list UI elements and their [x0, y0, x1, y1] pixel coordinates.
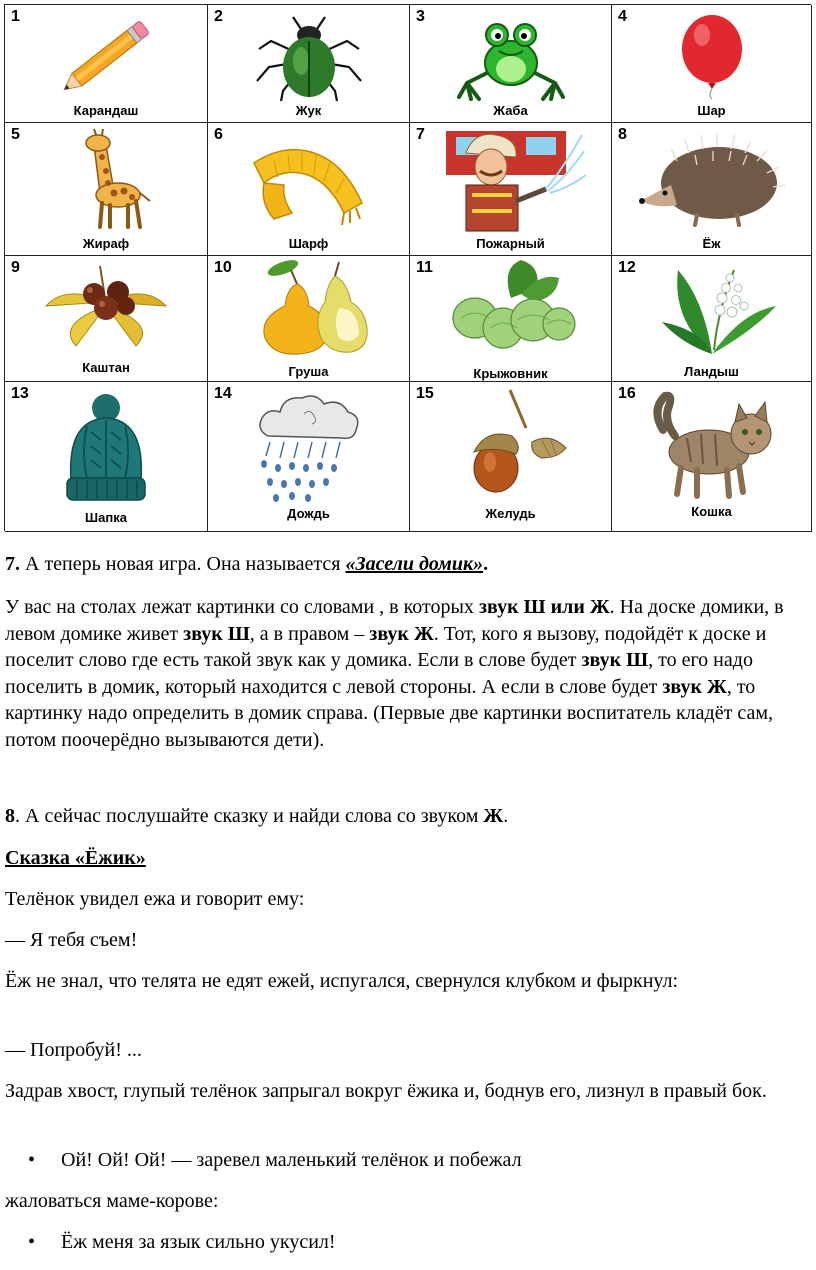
card-label: Шар — [697, 103, 726, 118]
card-label: Пожарный — [476, 236, 545, 251]
knit-hat-icon — [61, 392, 151, 504]
story-line — [5, 886, 811, 913]
card-label: Карандаш — [73, 103, 139, 118]
text-run: У вас на столах лежат картинки со словами , в которых — [5, 596, 479, 618]
story-text: Задрав хвост, глупый телёнок запрыгал вокруг ёжика и, боднув его, лизнул в правый бок. — [5, 1080, 767, 1102]
card-label: Жук — [295, 103, 322, 118]
story-title — [5, 845, 811, 872]
balloon-icon — [672, 11, 752, 99]
card-pear — [208, 256, 410, 382]
card-label: Шарф — [288, 236, 329, 251]
story-line — [5, 1188, 811, 1215]
card-balloon — [612, 5, 812, 123]
story-text: Ёж не знал, что телята не едят ежей, испугался, свернулся клубком и фыркнул: — [5, 970, 679, 992]
card-firefighter — [410, 123, 612, 256]
card-label: Жираф — [82, 236, 130, 251]
card-label: Желудь — [485, 506, 536, 521]
card-number: 4 — [618, 8, 627, 25]
text-run: А теперь новая игра. Она называется — [20, 553, 346, 575]
pencil-icon — [51, 13, 161, 101]
acorn-icon — [446, 388, 576, 496]
bold-run: звук Ж — [369, 622, 434, 645]
text-run: . Тот, кого я вызову, подойдёт к доске и поселит слово где есть такой звук как у домика. Если в слове будет — [5, 622, 767, 671]
exercise-number: 7. — [5, 553, 20, 575]
card-number: 12 — [618, 259, 636, 276]
card-number: 7 — [416, 126, 425, 143]
rain-cloud-icon — [254, 390, 364, 502]
card-giraffe — [5, 123, 208, 256]
card-label: Кошка — [691, 504, 732, 519]
card-number: 10 — [214, 259, 232, 276]
card-label: Ёж — [702, 236, 721, 251]
exercise-7-intro — [5, 551, 811, 578]
card-number: 3 — [416, 8, 425, 25]
card-acorn — [410, 382, 612, 532]
pear-icon — [239, 258, 379, 356]
exercise-7-instructions — [5, 594, 811, 753]
card-number: 11 — [416, 259, 433, 276]
story-text: Телёнок увидел ежа и говорит ему: — [5, 888, 305, 910]
story-line — [5, 968, 811, 995]
card-scarf — [208, 123, 410, 256]
bullet-item — [31, 1147, 522, 1173]
game-name: «Засели домик» — [345, 553, 484, 575]
text-run: , а в правом – — [249, 622, 370, 645]
story-title-text: Сказка «Ёжик» — [5, 847, 146, 869]
card-number: 5 — [11, 126, 20, 143]
story-text: жаловаться маме-корове: — [5, 1190, 219, 1212]
text-run: . А сейчас послушайте сказку и найди слова со звуком — [15, 805, 484, 827]
bullet-text: Ёж меня за язык сильно укусил! — [61, 1231, 336, 1253]
card-number: 13 — [11, 385, 29, 402]
exercise-8 — [5, 803, 811, 830]
beetle-icon — [249, 11, 369, 103]
cat-icon — [647, 390, 777, 502]
card-label: Шапка — [85, 510, 127, 525]
card-label: Дождь — [287, 506, 330, 521]
scarf-icon — [244, 133, 374, 229]
firefighter-icon — [436, 127, 586, 233]
story-line — [5, 1037, 811, 1064]
card-label: Ландыш — [684, 364, 739, 379]
card-label: Жаба — [493, 103, 528, 118]
bold-run: звук Ш — [183, 622, 250, 645]
card-hat — [5, 382, 208, 532]
story-text: — Я тебя съем! — [5, 929, 138, 951]
text-run: . — [503, 805, 509, 827]
gooseberry-icon — [441, 258, 581, 356]
card-hedgehog — [612, 123, 812, 256]
card-frog — [410, 5, 612, 123]
bold-run: звук Ж — [662, 675, 727, 698]
text-run: , то картинку надо определить в домик справа. (Первые две картинки воспитатель кладёт сам, потом поочерёдно вызываются дети). — [5, 675, 773, 751]
card-cat — [612, 382, 812, 532]
exercise-number: 8 — [5, 805, 15, 827]
card-number: 16 — [618, 385, 636, 402]
giraffe-icon — [56, 127, 156, 231]
card-number: 1 — [11, 8, 20, 25]
card-lily — [612, 256, 812, 382]
card-number: 15 — [416, 385, 434, 402]
bold-run: Ж — [483, 805, 504, 827]
bullet-text: Ой! Ой! Ой! — заревел маленький телёнок и побежал — [61, 1149, 522, 1171]
card-label: Груша — [288, 364, 329, 379]
card-chestnut — [5, 256, 208, 382]
text-run: . На доске домики, в левом домике живет — [5, 596, 784, 645]
card-gooseberry — [410, 256, 612, 382]
text-run: , то его надо поселить в домик, который находится с левой стороны. А если в слове будет — [5, 649, 753, 698]
picture-grid — [4, 4, 811, 531]
text-run: . — [483, 553, 489, 575]
hedgehog-icon — [637, 131, 787, 227]
frog-icon — [451, 11, 571, 103]
chestnut-icon — [36, 262, 176, 352]
card-number: 8 — [618, 126, 627, 143]
card-number: 6 — [214, 126, 223, 143]
card-number: 9 — [11, 259, 20, 276]
card-number: 2 — [214, 8, 223, 25]
bullet-item — [31, 1229, 336, 1255]
story-line — [5, 927, 811, 954]
card-number: 14 — [214, 385, 232, 402]
card-rain — [208, 382, 410, 532]
card-label: Крыжовник — [473, 366, 548, 381]
story-line — [5, 1078, 811, 1105]
card-pencil — [5, 5, 208, 123]
card-beetle — [208, 5, 410, 123]
bold-run: звук Ш — [581, 649, 649, 671]
bold-run: звук Ш или Ж — [478, 596, 610, 618]
lily-of-the-valley-icon — [642, 260, 782, 356]
story-text: — Попробуй! ... — [5, 1039, 142, 1061]
card-label: Каштан — [82, 360, 130, 375]
